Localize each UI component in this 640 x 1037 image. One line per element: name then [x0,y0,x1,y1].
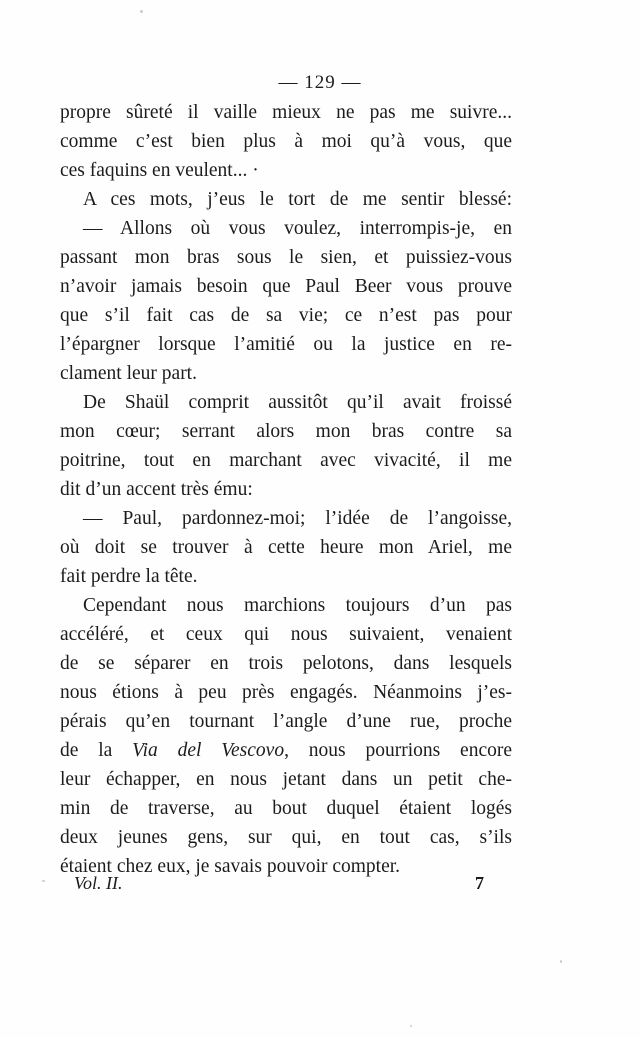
text-line-3: ces faquins en veulent... · [60,160,259,181]
text-line-20: de se séparer en trois pelotons, dans lesquels [60,653,512,674]
text-line-6: passant mon bras sous le sien, et puissiez-vous [60,247,512,268]
page-footer [74,873,484,901]
text-line-24: leur échapper, en nous jetant dans un petit che- [60,769,512,790]
text-line-13: poitrine, tout en marchant avec vivacité, il me [60,450,512,471]
signature-mark: 7 [475,873,484,893]
text-line-11: De Shaül comprit aussitôt qu’il avait froissé [83,392,512,413]
text-line-12: mon cœur; serrant alors mon bras contre sa [60,421,512,442]
text-line-14: dit d’un accent très ému: [60,479,253,500]
text-line-7: n’avoir jamais besoin que Paul Beer vous prouve [60,276,512,297]
italic-place-name: Via del Vescovo [132,740,285,761]
text-line-9: l’épargner lorsque l’amitié ou la justice en re- [60,334,512,355]
text-line-25: min de traverse, au bout duquel étaient logés [60,798,512,819]
text-line-1: propre sûreté il vaille mieux ne pas me suivre... [60,102,512,123]
text-line-17: fait perdre la tête. [60,566,198,587]
text-line-19: accéléré, et ceux qui nous suivaient, venaient [60,624,512,645]
text-line-5: — Allons où vous voulez, interrompis-je, en [83,218,512,239]
text-line-22: pérais qu’en tournant l’angle d’une rue, proche [60,711,512,732]
text-line-15: — Paul, pardonnez-moi; l’idée de l’angoisse, [83,508,512,529]
page-number: — 129 — [278,72,362,93]
text-line-10: clament leur part. [60,363,197,384]
text-line-26: deux jeunes gens, sur qui, en tout cas, s’ils [60,827,512,848]
paper-speck [42,880,45,882]
text-line-18: Cependant nous marchions toujours d’un pas [83,595,512,616]
paper-speck [560,960,562,963]
text-line-21: nous étions à peu près engagés. Néanmoins j’es- [60,682,512,703]
text-line-23: de la Via del Vescovo, nous pourrions encore [60,740,512,761]
text-line-8: que s’il fait cas de sa vie; ce n’est pas pour [60,305,512,326]
paper-speck [410,1025,412,1027]
text-line-16: où doit se trouver à cette heure mon Ariel, me [60,537,512,558]
text-line-27: étaient chez eux, je savais pouvoir compter. [60,856,401,877]
paper-speck [140,10,143,13]
volume-label: Vol. II. [74,873,123,893]
body-text [60,98,512,881]
text-line-4: A ces mots, j’eus le tort de me sentir blessé: [83,189,512,210]
text-line-2: comme c’est bien plus à moi qu’à vous, que [60,131,512,152]
